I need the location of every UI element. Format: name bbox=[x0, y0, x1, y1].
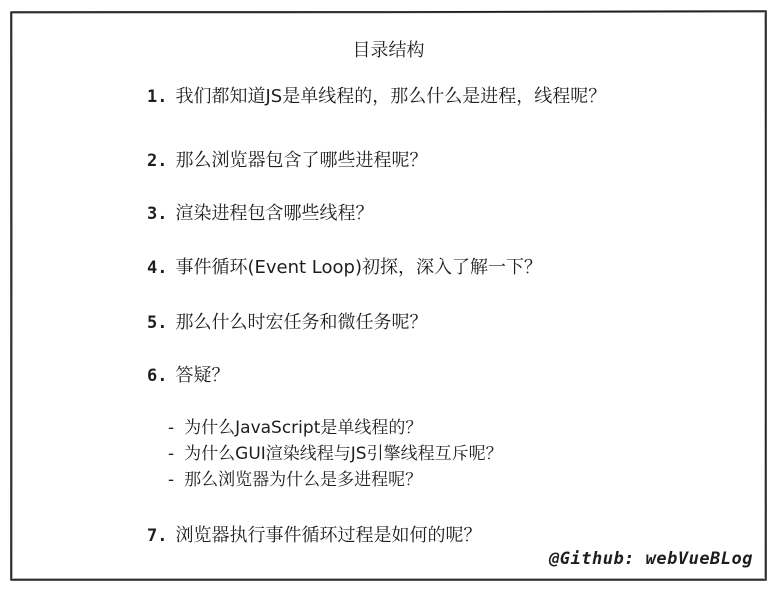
subitem-text: 为什么GUI渲染线程与JS引擎线程互斥呢？ bbox=[184, 444, 503, 464]
toc-subitem-1 bbox=[168, 418, 422, 439]
toc-item-text: 我们都知道JS是单线程的，那么什么是进程，线程呢？ bbox=[175, 86, 607, 107]
subitem-dash: - bbox=[168, 470, 175, 490]
toc-item-number: 7. bbox=[147, 526, 168, 546]
subitem-text: 那么浏览器为什么是多进程呢？ bbox=[184, 470, 423, 490]
toc-item-4 bbox=[147, 257, 542, 279]
toc-subitem-3 bbox=[168, 470, 422, 491]
github-signature: @Github: webVueBLog bbox=[549, 549, 753, 569]
subitem-dash: - bbox=[168, 418, 175, 438]
toc-item-5 bbox=[147, 312, 427, 334]
toc-item-number: 3. bbox=[147, 204, 168, 224]
toc-item-text: 渲染进程包含哪些线程？ bbox=[175, 203, 374, 224]
diagram-title: 目录结构 bbox=[352, 40, 425, 61]
subitem-dash: - bbox=[168, 444, 175, 464]
toc-item-text: 那么浏览器包含了哪些进程呢？ bbox=[175, 150, 428, 171]
toc-item-3 bbox=[147, 203, 373, 225]
toc-item-text: 那么什么时宏任务和微任务呢？ bbox=[175, 312, 428, 333]
toc-item-7 bbox=[147, 525, 481, 547]
toc-item-text: 答疑？ bbox=[175, 365, 230, 386]
toc-item-text: 事件循环(Event Loop)初探，深入了解一下？ bbox=[175, 257, 542, 278]
toc-item-number: 1. bbox=[147, 87, 168, 107]
toc-item-number: 6. bbox=[147, 366, 168, 386]
toc-item-number: 5. bbox=[147, 313, 168, 333]
toc-item-text: 浏览器执行事件循环过程是如何的呢？ bbox=[175, 525, 482, 546]
toc-subitem-2 bbox=[168, 444, 503, 465]
toc-item-6 bbox=[147, 365, 229, 387]
toc-item-1 bbox=[147, 86, 606, 108]
toc-item-2 bbox=[147, 150, 427, 172]
subitem-text: 为什么JavaScript是单线程的？ bbox=[184, 418, 423, 438]
toc-item-number: 4. bbox=[147, 258, 168, 278]
toc-item-number: 2. bbox=[147, 151, 168, 171]
